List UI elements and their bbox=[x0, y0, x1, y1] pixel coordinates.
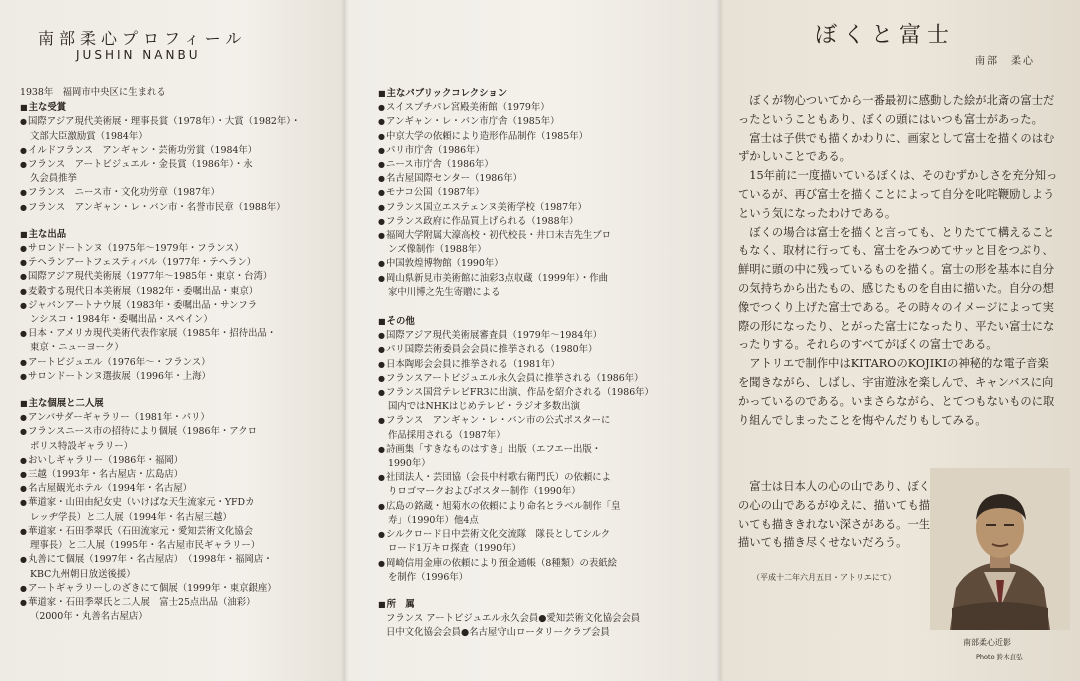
exhibit-item: ● 麦穀する現代日本美術展（1982年・委嘱出品・東京） bbox=[20, 285, 300, 299]
other-item: ● 社団法人・芸団協（会長中村歌右衛門氏）の依頼によ bbox=[378, 471, 654, 485]
essay-paragraph: アトリエで制作中はKITAROのKOJIKIの神秘的な電子音楽を聞きながら、しばし、宇宙遊泳を楽しんで、キャンバスに向かっているのである。いまさらながら、とてつもないものに取り組んでしまったことを悔やんだりもしてみる。 bbox=[738, 357, 1055, 427]
other-item: ● 広島の銘蔵・旭菊水の依頼により命名とラベル制作「皇 bbox=[378, 500, 654, 514]
collection-item: ● ニース市庁舎（1986年） bbox=[378, 158, 654, 172]
other-item-cont: ロード1万キロ探査（1990年） bbox=[388, 543, 521, 555]
portrait-illustration bbox=[930, 468, 1070, 630]
other-item: ● 岡崎信用金庫の依頼により預金通帳（8種類）の表紙絵 bbox=[378, 557, 654, 571]
collection-item: ● フランス政府に作品買上げられる（1988年） bbox=[378, 215, 654, 229]
collection-item: ● フランス国立エステェンヌ美術学校（1987年） bbox=[378, 201, 654, 215]
collection-item: ● 中京大学の依頼により造形作品制作（1985年） bbox=[378, 130, 654, 144]
affiliation-line: 日中文化協会会員●名古屋守山ロータリークラブ会員 bbox=[386, 627, 610, 639]
show-item: ● おいしギャラリー（1986年・福岡） bbox=[20, 454, 300, 468]
exhibit-item: ● ジャパンアートナウ展（1983年・委嘱出品・サンフラ bbox=[20, 299, 300, 313]
other-item-cont: りロゴマークおよびポスター制作（1990年） bbox=[388, 486, 581, 498]
show-item-cont: レッヂ学長）と二人展（1994年・名古屋三越） bbox=[30, 511, 232, 523]
exhibit-item: ● サロンドートンヌ（1975年〜1979年・フランス） bbox=[20, 242, 300, 256]
other-item: ● 詩画集「すきなものはすき」出版（エフエー出版・ bbox=[378, 443, 654, 457]
show-item: ● 丸善にて個展（1997年・名古屋店） （1998年・福岡店・ bbox=[20, 553, 300, 567]
artist-portrait-photo bbox=[930, 468, 1070, 630]
other-item-cont: 国内ではNHKはじめテレビ・ラジオ多数出演 bbox=[388, 401, 580, 413]
collection-item: ● アンギャン・レ・バン市庁舎（1985年） bbox=[378, 115, 654, 129]
other-item: ● フランスアートビジュエル永久会員に推挙される（1986年） bbox=[378, 372, 654, 386]
collection-item: ● 岡山県新見市美術館に油彩3点収蔵（1999年）・作曲 bbox=[378, 272, 654, 286]
photo-credit: Photo 鈴木貞弘 bbox=[976, 653, 1023, 661]
show-item-cont: ポリス特設ギャラリー） bbox=[30, 440, 133, 452]
show-item: ● アンバサダーギャラリー（1981年・パリ） bbox=[20, 411, 300, 425]
essay-closing-paragraph: 富士は日本人の心の山であり、ぼくの心の山であるがゆえに、描いても描いても描ききれない深さがある。一生描いても描き尽くせないだろう。 bbox=[738, 480, 931, 550]
show-item-cont: （2000年・丸善名古屋店） bbox=[30, 611, 148, 623]
essay-paragraph: 富士は子供でも描くかわりに、画家として富士を描くのはむずかしいことである。 bbox=[738, 131, 1055, 164]
birth-line: 1938年 福岡市中央区に生まれる bbox=[20, 87, 166, 98]
collection-item: ● スイスプチパレ宮殿美術館（1979年） bbox=[378, 101, 654, 115]
essay-title: ぼくと富士 bbox=[815, 23, 956, 48]
exhibit-item: ● 国際アジア現代美術展（1977年〜1985年・東京・台湾） bbox=[20, 270, 300, 284]
award-item: ● フランス ニース市・文化功労章（1987年） bbox=[20, 186, 300, 200]
other-heading: ■ その他 bbox=[378, 314, 654, 329]
other-item-cont: 1990年） bbox=[388, 458, 431, 470]
show-item: ● フランスニース市の招待により個展（1986年・アクロ bbox=[20, 425, 300, 439]
other-item: ● パリ国際芸術委員会会員に推挙される（1980年） bbox=[378, 343, 654, 357]
fold-line-left bbox=[341, 0, 349, 681]
show-item-cont: 理事長）と二人展（1995年・名古屋市民ギャラリー） bbox=[30, 540, 261, 552]
essay-body bbox=[738, 92, 1060, 430]
other-item-cont: を制作（1996年） bbox=[388, 571, 469, 583]
show-item: ● 華道家・石田季翠氏と二人展 富士25点出品（油彩） bbox=[20, 596, 300, 610]
essay-paragraph: 15年前に一度描いているぼくは、そのむずかしさを充分知っているが、再び富士を描くことによって自分を叱咤鞭励しようという気になったわけである。 bbox=[738, 169, 1058, 220]
solo-shows-heading: ■ 主な個展と二人展 bbox=[20, 396, 300, 411]
profile-title-english: JUSHIN NANBU bbox=[76, 48, 201, 62]
essay-paragraph: ぼくが物心ついてから一番最初に感動した絵が北斎の富士だったということもあり、ぼくの頭にはいつも富士があった。 bbox=[738, 94, 1055, 126]
collection-item: ● 中国敦煌博物館（1990年） bbox=[378, 257, 654, 271]
exhibit-item: ● 日本・アメリカ現代美術代表作家展（1985年・招待出品・ bbox=[20, 327, 300, 341]
show-item: ● 華道家・石田季翠氏（石田流家元・愛知芸術文化協会 bbox=[20, 525, 300, 539]
award-item: ● フランス アートビジュエル・金長賞（1986年）・永 bbox=[20, 158, 300, 172]
photo-caption: 南部柔心近影 bbox=[963, 638, 1011, 647]
award-item-cont: 久会員推挙 bbox=[30, 173, 77, 185]
affiliation-heading: ■ 所 属 bbox=[378, 597, 654, 612]
award-item: ● フランス アンギャン・レ・バン市・名誉市民章（1988年） bbox=[20, 201, 300, 215]
essay-date: （平成十二年六月五日・アトリエにて） bbox=[752, 573, 896, 582]
exhibit-item-cont: ンシスコ・1984年・委嘱出品・スペイン） bbox=[30, 314, 213, 326]
exhibit-item-cont: 東京・ニューヨーク） bbox=[30, 342, 124, 354]
show-item-cont: KBC九州朝日放送後援） bbox=[30, 568, 136, 580]
show-item: ● 名古屋観光ホテル（1994年・名古屋） bbox=[20, 482, 300, 496]
other-item: ● フランス アンギャン・レ・バン市の公式ポスターに bbox=[378, 414, 654, 428]
show-item: ● 三越（1993年・名古屋店・広島店） bbox=[20, 468, 300, 482]
affiliation-line: フランス アートビジュエル永久会員●愛知芸術文化協会会員 bbox=[386, 613, 641, 625]
other-item: ● 日本陶彫会会員に推挙される（1981年） bbox=[378, 358, 654, 372]
award-item: ● 国際アジア現代美術展・理事長賞（1978年）・大賞（1982年）・ bbox=[20, 115, 300, 129]
collection-item: ● パリ市庁舎（1986年） bbox=[378, 144, 654, 158]
collection-item: ● 名古屋国際センター（1986年） bbox=[378, 172, 654, 186]
exhibit-item: ● サロンドートンヌ選抜展（1996年・上海） bbox=[20, 370, 300, 384]
other-item-cont: 寿」（1990年）他4点 bbox=[388, 514, 479, 526]
exhibits-heading: ■ 主な出品 bbox=[20, 227, 300, 242]
collection-column bbox=[378, 86, 654, 641]
award-item: ● イルドフランス アンギャン・芸術功労賞（1984年） bbox=[20, 144, 300, 158]
other-item-cont: 作品採用される（1987年） bbox=[388, 429, 506, 441]
fold-line-right bbox=[716, 0, 724, 681]
other-item: ● シルクロード日中芸術文化交流隊 隊長としてシルク bbox=[378, 528, 654, 542]
collection-item: ● 福岡大学附属大濠高校・初代校長・井口未吉先生ブロ bbox=[378, 229, 654, 243]
essay-paragraph: ぼくの場合は富士を描くと言っても、とりたてて構えることもなく、取材に行っても、富士をみつめてサッと目をつぶり、鮮明に頭の中に残っているものを描く。富士の形を基本に自分の気持ちから出たもの、感じたものを自由に描いた。自分の想像でつくり上げた富士である。その時々のイメージによって実際の形になったり、とがった富士になったり、平たい富士になったりする。それらのすべてがぼくの富士である。 bbox=[738, 225, 1055, 352]
profile-title: 南部柔心プロフィール bbox=[38, 29, 247, 48]
collection-item-cont: 家中川博之先生寄贈による bbox=[388, 286, 501, 298]
essay-author: 南部 柔心 bbox=[975, 56, 1035, 67]
exhibit-item: ● テヘランアートフェスティバル（1977年・テヘラン） bbox=[20, 256, 300, 270]
exhibit-item: ● アートビジュエル（1976年〜・フランス） bbox=[20, 356, 300, 370]
other-item: ● フランス国営テレビFR3に出演、作品を紹介される（1986年） bbox=[378, 386, 654, 400]
collections-heading: ■ 主なパブリックコレクション bbox=[378, 86, 654, 101]
profile-column bbox=[20, 86, 300, 624]
awards-heading: ■ 主な受賞 bbox=[20, 100, 300, 115]
show-item: ● 華道家・山田由紀女史（いけばな天生流家元・YFDカ bbox=[20, 496, 300, 510]
essay-closing bbox=[738, 478, 938, 553]
award-item-cont: 文部大臣激励賞（1984年） bbox=[30, 130, 148, 142]
other-item: ● 国際アジア現代美術展審査員（1979年〜1984年） bbox=[378, 329, 654, 343]
show-item: ● アートギャラリーしのざきにて個展（1999年・東京銀座） bbox=[20, 582, 300, 596]
collection-item: ● モナコ公国（1987年） bbox=[378, 186, 654, 200]
collection-item-cont: ンズ像制作（1988年） bbox=[388, 244, 487, 256]
